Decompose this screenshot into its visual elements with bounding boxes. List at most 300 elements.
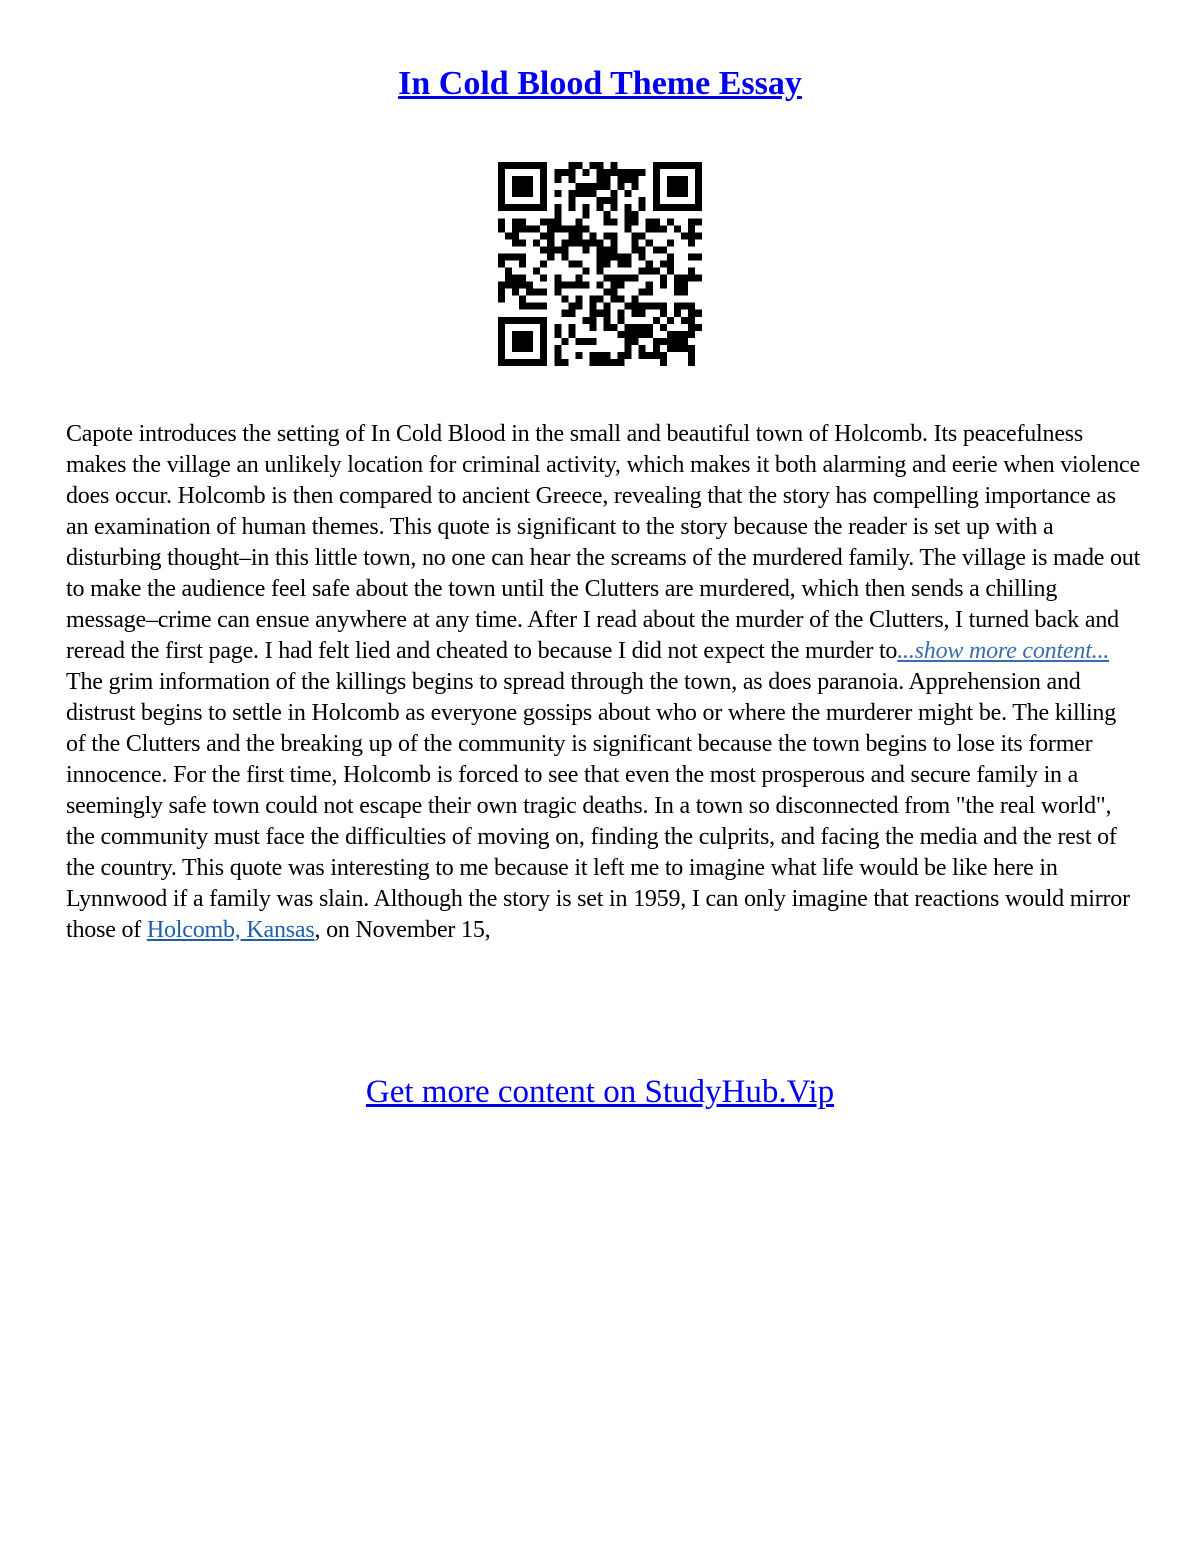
qr-module <box>639 331 646 338</box>
qr-module <box>554 225 561 232</box>
qr-module <box>681 289 688 296</box>
qr-module <box>688 275 695 282</box>
qr-module <box>589 190 596 197</box>
qr-module <box>554 352 561 359</box>
qr-module <box>604 303 611 310</box>
qr-module <box>519 190 526 197</box>
qr-module <box>695 183 702 190</box>
qr-module <box>554 345 561 352</box>
qr-module <box>498 225 505 232</box>
qr-module <box>561 359 568 366</box>
qr-module <box>695 310 702 317</box>
qr-module <box>526 190 533 197</box>
qr-module <box>498 162 505 169</box>
qr-module <box>554 289 561 296</box>
qr-module <box>653 225 660 232</box>
qr-module <box>526 225 533 232</box>
qr-module <box>589 317 596 324</box>
qr-module <box>688 324 695 331</box>
qr-module <box>625 218 632 225</box>
qr-module <box>575 282 582 289</box>
qr-module <box>526 303 533 310</box>
qr-module <box>575 225 582 232</box>
paragraph-1-text: Capote introduces the setting of In Cold Blood in the small and beautiful town of Holcomb. Its peacefulness makes the village an unlikely location for criminal activity, which makes it both alarming and eerie when violence does occur. Holcomb is then compared to ancient Greece, revealing that the story has compelling importance as an examination of human themes. This quote is significant to the story because the reader is set up with a disturbing thought–in this little town, no one can hear the screams of the murdered family. The village is made out to make the audience feel safe about the town until the Clutters are murdered, which then sends a chilling message–crime can ensue anywhere at any time. After I read about the murder of the Clutters, I turned back and reread the first page. I had felt lied and cheated to because I did not expect the murder to <box>66 421 1141 664</box>
qr-module <box>674 190 681 197</box>
qr-module <box>505 317 512 324</box>
qr-module <box>667 317 674 324</box>
qr-module <box>653 162 660 169</box>
qr-module <box>688 268 695 275</box>
qr-module <box>519 317 526 324</box>
qr-module <box>625 275 632 282</box>
qr-module <box>512 176 519 183</box>
qr-module <box>533 239 540 246</box>
qr-module <box>604 183 611 190</box>
qr-module <box>674 345 681 352</box>
qr-module <box>653 169 660 176</box>
qr-module <box>526 162 533 169</box>
qr-module <box>596 176 603 183</box>
qr-module <box>505 204 512 211</box>
qr-module <box>512 275 519 282</box>
qr-module <box>589 183 596 190</box>
qr-module <box>582 317 589 324</box>
qr-module <box>547 225 554 232</box>
qr-module <box>582 246 589 253</box>
title-link[interactable]: In Cold Blood Theme Essay <box>398 65 802 102</box>
qr-module <box>512 345 519 352</box>
qr-module <box>639 232 646 239</box>
qr-module <box>660 352 667 359</box>
qr-module <box>653 352 660 359</box>
footer <box>0 1072 1200 1112</box>
qr-module <box>540 317 547 324</box>
qr-module <box>611 162 618 169</box>
qr-module <box>604 310 611 317</box>
qr-module <box>512 289 519 296</box>
qr-module <box>568 169 575 176</box>
qr-module <box>519 176 526 183</box>
qr-module <box>561 169 568 176</box>
qr-module <box>540 352 547 359</box>
qr-module <box>646 225 653 232</box>
qr-module <box>540 275 547 282</box>
qr-module <box>604 317 611 324</box>
qr-module <box>519 183 526 190</box>
qr-module <box>674 289 681 296</box>
qr-module <box>540 197 547 204</box>
qr-module <box>554 176 561 183</box>
qr-module <box>540 176 547 183</box>
qr-module <box>688 204 695 211</box>
qr-module <box>505 282 512 289</box>
qr-module <box>554 211 561 218</box>
qr-module <box>568 303 575 310</box>
qr-module <box>618 317 625 324</box>
qr-module <box>512 225 519 232</box>
qr-module <box>611 204 618 211</box>
qr-module <box>632 183 639 190</box>
qr-module <box>568 282 575 289</box>
qr-module <box>674 303 681 310</box>
qr-module <box>695 176 702 183</box>
qr-module <box>695 204 702 211</box>
qr-module <box>667 190 674 197</box>
qr-module <box>653 317 660 324</box>
paragraph-2-tail: , on November 15, <box>314 917 491 943</box>
qr-module <box>667 268 674 275</box>
qr-module <box>568 239 575 246</box>
qr-module <box>660 324 667 331</box>
qr-module <box>667 176 674 183</box>
qr-module <box>625 352 632 359</box>
qr-module <box>568 324 575 331</box>
paragraph-1 <box>66 419 1141 667</box>
qr-module <box>688 317 695 324</box>
qr-module <box>639 310 646 317</box>
qr-module <box>512 162 519 169</box>
qr-module <box>512 183 519 190</box>
qr-module <box>519 239 526 246</box>
qr-module <box>695 275 702 282</box>
qr-module <box>688 352 695 359</box>
qr-module <box>533 289 540 296</box>
qr-module <box>582 268 589 275</box>
qr-module <box>604 197 611 204</box>
qr-module <box>639 197 646 204</box>
qr-module <box>653 190 660 197</box>
qr-module <box>575 275 582 282</box>
qr-module <box>611 197 618 204</box>
qr-module <box>695 218 702 225</box>
qr-module <box>604 260 611 267</box>
qr-module <box>519 282 526 289</box>
qr-module <box>653 176 660 183</box>
qr-module <box>512 218 519 225</box>
qr-module <box>688 162 695 169</box>
qr-module <box>575 190 582 197</box>
qr-module <box>681 176 688 183</box>
qr-module <box>611 169 618 176</box>
qr-module <box>653 338 660 345</box>
qr-module <box>498 352 505 359</box>
qr-module <box>604 176 611 183</box>
qr-module <box>547 246 554 253</box>
qr-module <box>554 218 561 225</box>
qr-module <box>646 289 653 296</box>
qr-module <box>512 190 519 197</box>
qr-module <box>540 345 547 352</box>
qr-module <box>625 176 632 183</box>
qr-module <box>625 324 632 331</box>
qr-module <box>646 282 653 289</box>
qr-module <box>674 162 681 169</box>
qr-module <box>540 338 547 345</box>
page-title <box>0 62 1200 106</box>
qr-module <box>498 176 505 183</box>
qr-module <box>639 289 646 296</box>
qr-module <box>646 239 653 246</box>
qr-module <box>589 232 596 239</box>
qr-module <box>618 183 625 190</box>
qr-module <box>505 232 512 239</box>
qr-module <box>604 218 611 225</box>
qr-module <box>568 204 575 211</box>
qr-module <box>688 331 695 338</box>
qr-module <box>582 169 589 176</box>
qr-module <box>681 303 688 310</box>
qr-module <box>505 359 512 366</box>
qr-module <box>561 253 568 260</box>
qr-module <box>667 331 674 338</box>
qr-module <box>596 260 603 267</box>
qr-module <box>505 253 512 260</box>
qr-module <box>639 169 646 176</box>
qr-module <box>568 225 575 232</box>
qr-module <box>625 345 632 352</box>
qr-module <box>688 303 695 310</box>
qr-module <box>660 310 667 317</box>
qr-module <box>575 260 582 267</box>
qr-module <box>681 338 688 345</box>
qr-module <box>575 183 582 190</box>
qr-module <box>582 282 589 289</box>
qr-module <box>540 183 547 190</box>
qr-module <box>674 176 681 183</box>
essay-body <box>66 419 1141 946</box>
qr-module <box>674 310 681 317</box>
qr-module <box>688 359 695 366</box>
qr-module <box>695 162 702 169</box>
qr-module <box>604 253 611 260</box>
qr-module <box>618 176 625 183</box>
qr-module <box>667 218 674 225</box>
qr-module <box>589 324 596 331</box>
qr-module <box>618 352 625 359</box>
qr-module <box>653 345 660 352</box>
qr-module <box>681 275 688 282</box>
qr-module <box>596 183 603 190</box>
qr-module <box>611 253 618 260</box>
qr-module <box>554 275 561 282</box>
qr-module <box>611 282 618 289</box>
qr-module <box>512 282 519 289</box>
qr-module <box>604 232 611 239</box>
qr-module <box>688 225 695 232</box>
qr-module <box>632 169 639 176</box>
qr-module <box>695 190 702 197</box>
qr-module <box>498 197 505 204</box>
qr-module <box>695 232 702 239</box>
qr-module <box>554 190 561 197</box>
qr-module <box>575 296 582 303</box>
qr-module <box>526 183 533 190</box>
qr-module <box>582 190 589 197</box>
qr-module <box>512 239 519 246</box>
qr-module <box>604 352 611 359</box>
qr-module <box>667 338 674 345</box>
qr-module <box>540 260 547 267</box>
qr-module <box>653 197 660 204</box>
qr-module <box>540 162 547 169</box>
qr-module <box>512 338 519 345</box>
qr-module <box>625 211 632 218</box>
qr-module <box>611 359 618 366</box>
qr-module <box>575 352 582 359</box>
qr-module <box>582 211 589 218</box>
qr-module <box>660 338 667 345</box>
qr-module <box>632 310 639 317</box>
qr-module <box>568 197 575 204</box>
qr-module <box>582 204 589 211</box>
qr-module <box>498 253 505 260</box>
qr-module <box>632 275 639 282</box>
paragraph-2 <box>66 667 1141 946</box>
studyhub-link[interactable]: Get more content on StudyHub.Vip <box>365 1074 835 1110</box>
qr-module <box>646 303 653 310</box>
qr-module <box>632 218 639 225</box>
qr-module <box>632 176 639 183</box>
qr-module <box>618 310 625 317</box>
qr-module <box>646 268 653 275</box>
qr-module <box>554 169 561 176</box>
qr-module <box>653 218 660 225</box>
qr-module <box>660 246 667 253</box>
qr-module <box>604 324 611 331</box>
qr-module <box>596 239 603 246</box>
qr-module <box>639 253 646 260</box>
qr-module <box>618 260 625 267</box>
qr-module <box>596 204 603 211</box>
qr-module <box>554 282 561 289</box>
qr-module <box>540 169 547 176</box>
qr-module <box>625 303 632 310</box>
qr-module <box>519 331 526 338</box>
qr-module <box>575 232 582 239</box>
qr-module <box>540 232 547 239</box>
qr-module <box>660 225 667 232</box>
qr-module <box>554 324 561 331</box>
qr-module <box>611 232 618 239</box>
qr-module <box>618 359 625 366</box>
qr-module <box>660 282 667 289</box>
qr-module <box>618 331 625 338</box>
qr-module <box>632 338 639 345</box>
qr-module <box>568 232 575 239</box>
qr-module <box>611 218 618 225</box>
qr-module <box>674 225 681 232</box>
qr-module <box>533 317 540 324</box>
qr-module <box>695 197 702 204</box>
qr-module <box>519 162 526 169</box>
qr-module <box>498 260 505 267</box>
qr-module <box>632 232 639 239</box>
qr-module <box>688 232 695 239</box>
qr-module <box>604 169 611 176</box>
qr-module <box>639 204 646 211</box>
qr-module <box>604 289 611 296</box>
qr-module <box>611 190 618 197</box>
qr-module <box>639 246 646 253</box>
qr-module <box>540 289 547 296</box>
qr-module <box>681 282 688 289</box>
qr-module <box>596 169 603 176</box>
qr-module <box>667 162 674 169</box>
qr-module <box>533 303 540 310</box>
qr-module <box>554 359 561 366</box>
qr-module <box>526 345 533 352</box>
qr-module <box>681 232 688 239</box>
qr-module <box>561 310 568 317</box>
qr-module <box>575 218 582 225</box>
qr-module <box>674 331 681 338</box>
qr-module <box>540 218 547 225</box>
qr-module <box>582 183 589 190</box>
qr-module <box>512 331 519 338</box>
qr-module <box>681 183 688 190</box>
qr-module <box>498 289 505 296</box>
qr-module <box>674 282 681 289</box>
qr-code-icon <box>498 162 702 366</box>
qr-module <box>625 190 632 197</box>
qr-module <box>681 331 688 338</box>
qr-module <box>519 275 526 282</box>
qr-module <box>646 260 653 267</box>
qr-module <box>547 239 554 246</box>
qr-module <box>625 253 632 260</box>
qr-module <box>653 268 660 275</box>
qr-module <box>653 183 660 190</box>
qr-module <box>561 282 568 289</box>
qr-module <box>533 268 540 275</box>
qr-module <box>561 296 568 303</box>
qr-module <box>674 275 681 282</box>
qr-module <box>575 239 582 246</box>
qr-module <box>618 275 625 282</box>
qr-module <box>618 253 625 260</box>
qr-module <box>639 324 646 331</box>
qr-module <box>618 169 625 176</box>
qr-module <box>582 225 589 232</box>
qr-module <box>688 253 695 260</box>
qr-module <box>596 253 603 260</box>
qr-module <box>596 162 603 169</box>
qr-module <box>526 338 533 345</box>
qr-module <box>667 239 674 246</box>
show-more-link[interactable]: ...show more content... <box>897 638 1110 664</box>
qr-module <box>533 359 540 366</box>
holcomb-kansas-link[interactable]: Holcomb, Kansas <box>146 917 315 943</box>
paragraph-2-text: The grim information of the killings begins to spread through the town, as does paranoia. Apprehension and distrust begins to settle in Holcomb as everyone gossips about who or where the murderer might be. The killing of the Clutters and the breaking up of the community is significant because the town begins to lose its former innocence. For the first time, Holcomb is forced to see that even the most prosperous and secure family in a seemingly safe town could not escape their own tragic deaths. In a town so disconnected from "the real world", the community must face the difficulties of moving on, finding the culprits, and facing the media and the rest of the country. This quote was interesting to me because it left me to imagine what life would be like here in Lynnwood if a family was slain. Although the story is set in 1959, I can only imagine that reactions would mirror those of <box>66 669 1130 943</box>
qr-module <box>596 246 603 253</box>
qr-module <box>660 359 667 366</box>
qr-module <box>639 268 646 275</box>
qr-module <box>674 183 681 190</box>
qr-module <box>625 331 632 338</box>
qr-module <box>540 359 547 366</box>
qr-module <box>596 310 603 317</box>
qr-module <box>596 197 603 204</box>
qr-module <box>639 303 646 310</box>
qr-module <box>519 225 526 232</box>
qr-module <box>575 338 582 345</box>
qr-module <box>632 296 639 303</box>
qr-module <box>547 218 554 225</box>
qr-module <box>625 169 632 176</box>
qr-module <box>498 345 505 352</box>
qr-module <box>519 359 526 366</box>
qr-module <box>653 246 660 253</box>
